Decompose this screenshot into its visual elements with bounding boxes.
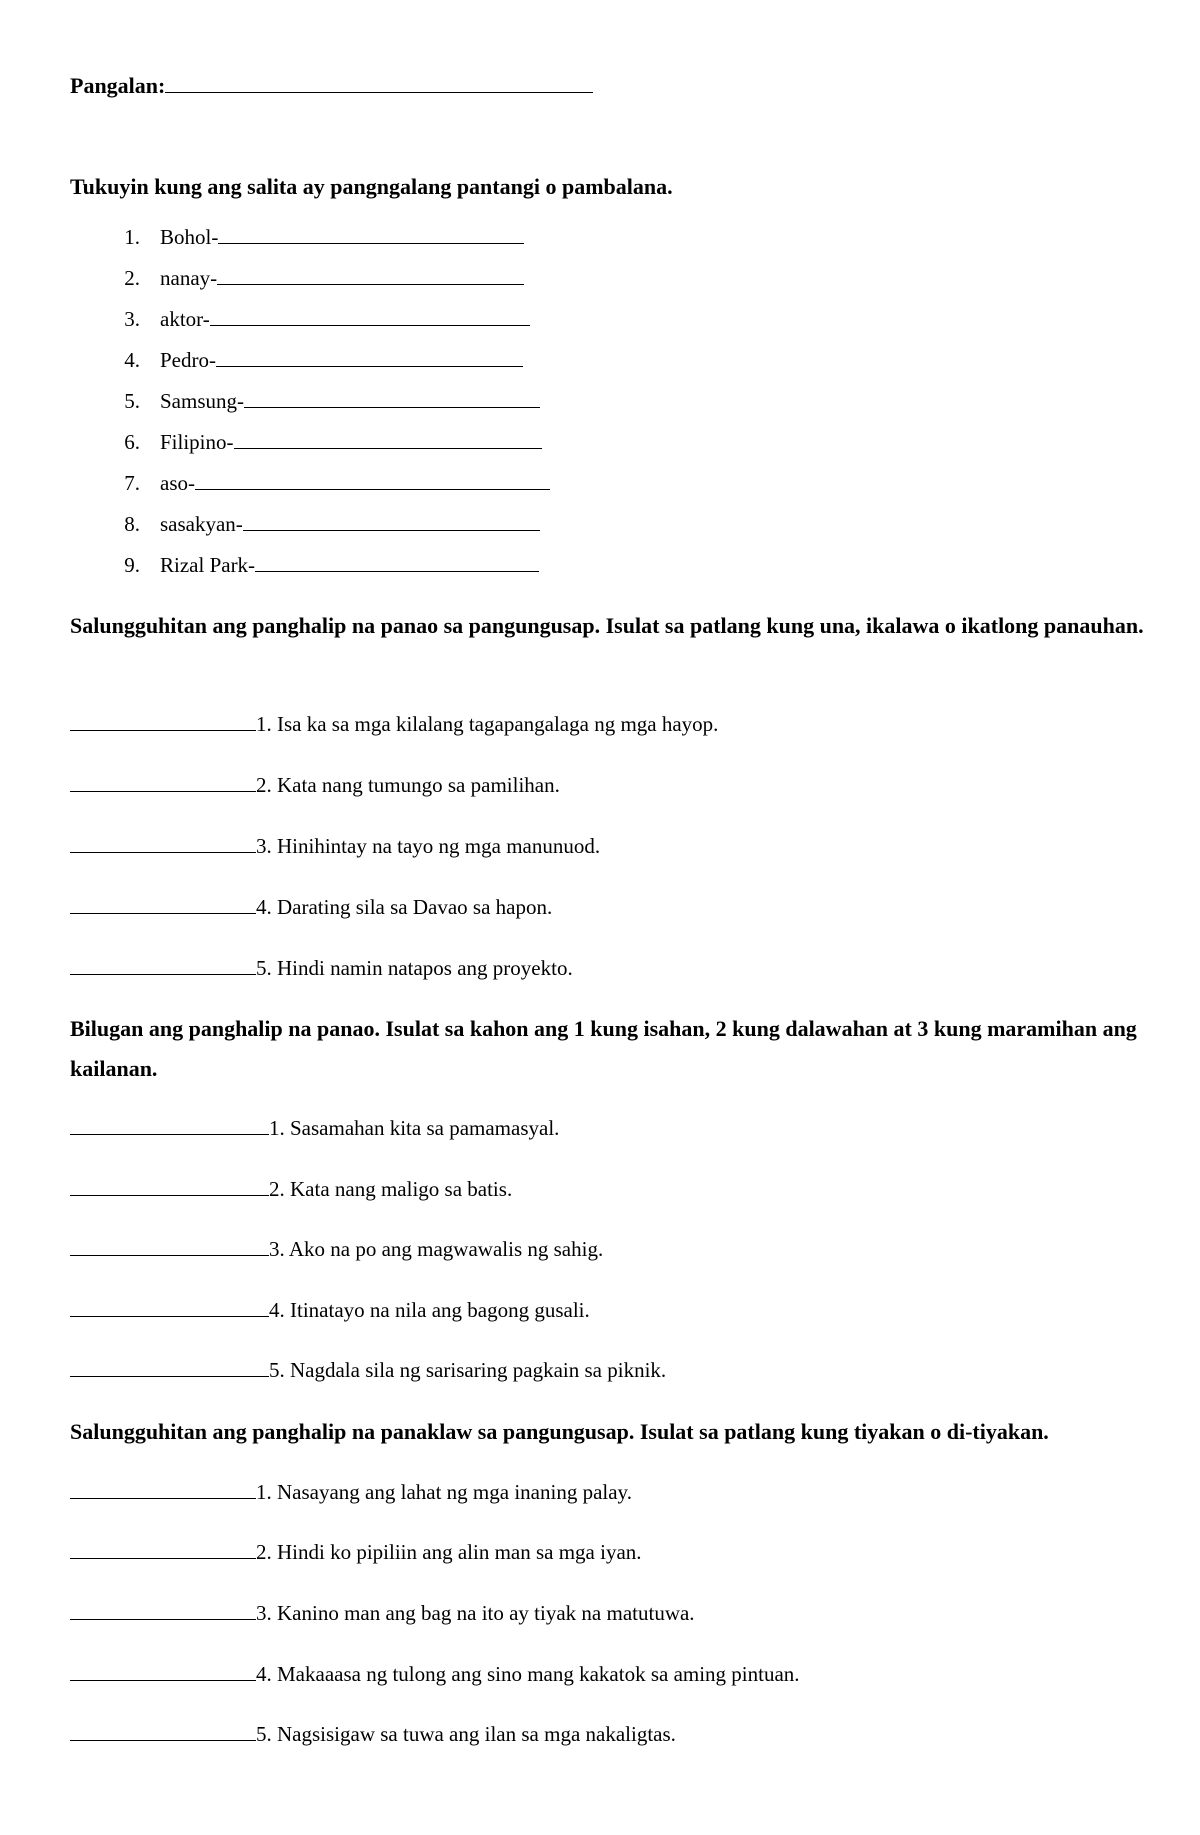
answer-blank[interactable] bbox=[70, 771, 256, 792]
answer-blank[interactable] bbox=[70, 832, 256, 853]
answer-blank[interactable] bbox=[70, 1599, 256, 1620]
section1-item: 9. Rizal Park- bbox=[100, 551, 539, 578]
section1-item: 8. sasakyan- bbox=[100, 510, 540, 537]
name-label: Pangalan: bbox=[70, 73, 166, 98]
section2-sentence: 2. Kata nang tumungo sa pamilihan. bbox=[256, 773, 560, 797]
section1-word: Rizal Park- bbox=[160, 553, 256, 577]
section1-word: Pedro- bbox=[160, 348, 216, 372]
section1-title: Tukuyin kung ang salita ay pangngalang pantangi o pambalana. bbox=[70, 174, 673, 199]
section4-item bbox=[70, 1660, 800, 1687]
section4-sentence: 3. Kanino man ang bag na ito ay tiyak na matutuwa. bbox=[256, 1601, 695, 1625]
answer-blank[interactable] bbox=[70, 893, 256, 914]
answer-blank[interactable] bbox=[70, 1296, 269, 1317]
answer-blank[interactable] bbox=[70, 954, 256, 975]
answer-blank[interactable] bbox=[70, 1720, 256, 1741]
section2-sentence: 4. Darating sila sa Davao sa hapon. bbox=[256, 895, 553, 919]
answer-blank[interactable] bbox=[195, 469, 550, 490]
section2-item bbox=[70, 832, 600, 859]
section4-item bbox=[70, 1478, 632, 1505]
section3-sentence: 5. Nagdala sila ng sarisaring pagkain sa piknik. bbox=[269, 1358, 667, 1382]
section4-sentence: 1. Nasayang ang lahat ng mga inaning palay. bbox=[256, 1480, 632, 1504]
section3-sentence: 3. Ako na po ang magwawalis ng sahig. bbox=[269, 1237, 604, 1261]
section4-sentence: 4. Makaaasa ng tulong ang sino mang kakatok sa aming pintuan. bbox=[256, 1662, 800, 1686]
answer-blank[interactable] bbox=[210, 305, 530, 326]
section1-item: 5. Samsung- bbox=[100, 387, 540, 414]
section2-item bbox=[70, 771, 560, 798]
section4-title: Salungguhitan ang panghalip na panaklaw sa pangungusap. Isulat sa patlang kung tiyakan o di-tiyakan. bbox=[70, 1419, 1049, 1444]
section1-item: 2. nanay- bbox=[100, 264, 524, 291]
section4-item bbox=[70, 1720, 676, 1747]
answer-blank[interactable] bbox=[243, 510, 540, 531]
answer-blank[interactable] bbox=[234, 428, 542, 449]
section1-item: 3. aktor- bbox=[100, 305, 530, 332]
section1-item: 1. Bohol- bbox=[100, 223, 524, 250]
section1-item: 4. Pedro- bbox=[100, 346, 523, 373]
section1-item: 6. Filipino- bbox=[100, 428, 542, 455]
answer-blank[interactable] bbox=[70, 1175, 269, 1196]
section1-item: 7. aso- bbox=[100, 469, 550, 496]
answer-blank[interactable] bbox=[244, 387, 540, 408]
section4-item bbox=[70, 1599, 695, 1626]
section1-word: Filipino- bbox=[160, 430, 234, 454]
answer-blank[interactable] bbox=[70, 1235, 269, 1256]
answer-blank[interactable] bbox=[217, 264, 524, 285]
section4-sentence: 5. Nagsisigaw sa tuwa ang ilan sa mga nakaligtas. bbox=[256, 1722, 676, 1746]
section3-sentence: 1. Sasamahan kita sa pamamasyal. bbox=[269, 1116, 560, 1140]
section1-word: Bohol- bbox=[160, 225, 219, 249]
section3-item bbox=[70, 1356, 666, 1383]
answer-blank[interactable] bbox=[255, 551, 539, 572]
section2-item bbox=[70, 710, 718, 737]
section2-title: Salungguhitan ang panghalip na panao sa pangungusap. Isulat sa patlang kung una, ikalawa o ikatlong panauhan. bbox=[70, 613, 1144, 638]
name-field bbox=[70, 72, 593, 99]
section3-item bbox=[70, 1235, 603, 1262]
section1-word: aktor- bbox=[160, 307, 210, 331]
answer-blank[interactable] bbox=[70, 1538, 256, 1559]
section3-item bbox=[70, 1296, 590, 1323]
section1-word: nanay- bbox=[160, 266, 218, 290]
answer-blank[interactable] bbox=[216, 346, 523, 367]
section2-sentence: 5. Hindi namin natapos ang proyekto. bbox=[256, 956, 573, 980]
section2-sentence: 1. Isa ka sa mga kilalang tagapangalaga ng mga hayop. bbox=[256, 712, 719, 736]
section1-word: aso- bbox=[160, 471, 195, 495]
section1-word: Samsung- bbox=[160, 389, 244, 413]
section1-word: sasakyan- bbox=[160, 512, 243, 536]
section2-item bbox=[70, 954, 573, 981]
answer-blank[interactable] bbox=[70, 1660, 256, 1681]
section2-item bbox=[70, 893, 552, 920]
name-blank[interactable] bbox=[165, 72, 593, 93]
answer-blank[interactable] bbox=[70, 1356, 269, 1377]
section3-sentence: 4. Itinatayo na nila ang bagong gusali. bbox=[269, 1298, 590, 1322]
section3-sentence: 2. Kata nang maligo sa batis. bbox=[269, 1177, 513, 1201]
section2-sentence: 3. Hinihintay na tayo ng mga manunuod. bbox=[256, 834, 601, 858]
answer-blank[interactable] bbox=[70, 1478, 256, 1499]
section3-item bbox=[70, 1114, 559, 1141]
section3-title: Bilugan ang panghalip na panao. Isulat sa kahon ang 1 kung isahan, 2 kung dalawahan at 3 kung maramihan ang kailanan. bbox=[70, 1016, 1137, 1081]
section4-item bbox=[70, 1538, 642, 1565]
section4-sentence: 2. Hindi ko pipiliin ang alin man sa mga iyan. bbox=[256, 1540, 642, 1564]
answer-blank[interactable] bbox=[70, 1114, 269, 1135]
section3-item bbox=[70, 1175, 512, 1202]
answer-blank[interactable] bbox=[218, 223, 524, 244]
answer-blank[interactable] bbox=[70, 710, 256, 731]
